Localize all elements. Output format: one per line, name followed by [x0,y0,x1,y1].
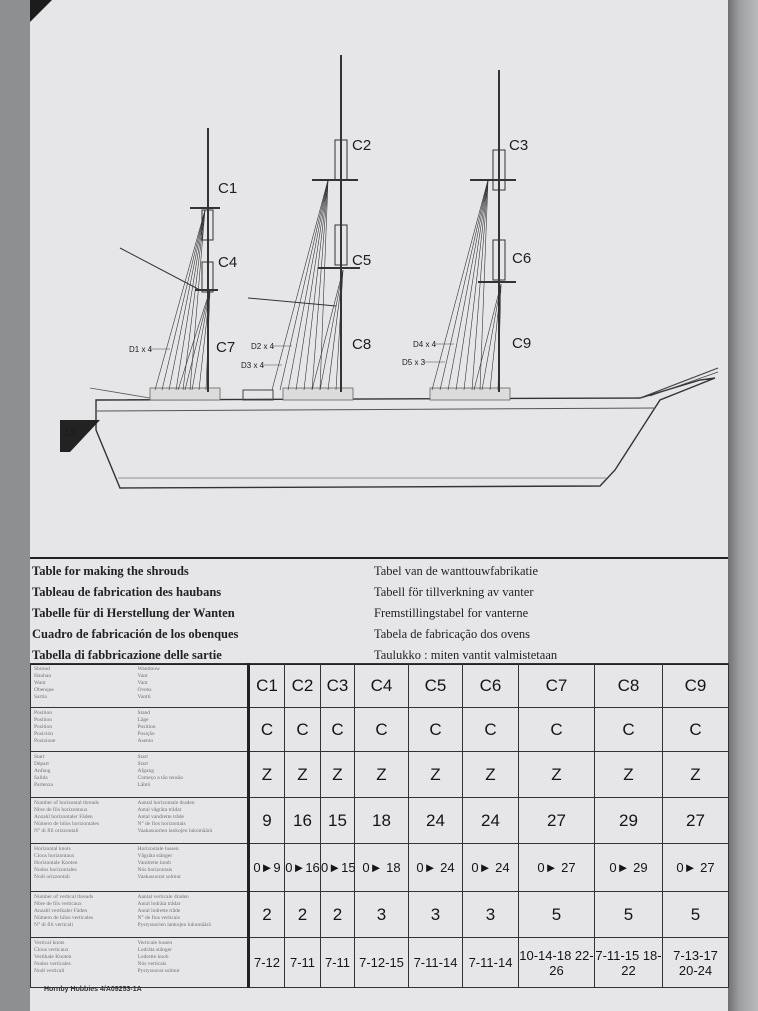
table-cell: C [463,708,519,752]
table-cell: 2 [285,892,321,938]
row-label-left [31,708,135,752]
part-label-c4: C4 [218,254,238,271]
label-line: Posición [34,731,53,737]
table-cell: 29 [595,798,663,844]
label-line: Antal vågräta trådar [137,807,182,813]
table-cell: 2 [321,892,355,938]
table-cell: Z [409,752,463,798]
dimension-label-d2: D2 x 4 [251,342,275,351]
part-label-c3: C3 [509,137,529,154]
label-line: Antal lodräta trådar [137,901,181,907]
table-cell: 3 [409,892,463,938]
label-line: Clous horizontaux [34,853,75,859]
label-line: Number of horizontal threads [34,800,99,806]
table-cell: Z [321,752,355,798]
table-cell: C [519,708,595,752]
table-cell: 7-13-17 20-24 [663,938,729,988]
part-label-c8: C8 [352,336,372,353]
table-cell: Z [463,752,519,798]
table-cell: 0► 27 [663,844,729,892]
table-cell: 2 [249,892,285,938]
row-label-right [135,938,249,988]
label-line: Posizione [34,738,56,744]
title-da: Fremstillingstabel for vanterne [374,606,529,620]
table-cell: 7-11 [285,938,321,988]
shroud-label-right: Wanttouw Vant Vant Ovens Vantti [135,664,249,708]
label-line: Horizontale lussen [137,846,179,852]
table-cell: 27 [519,798,595,844]
part-label-c6: C6 [512,250,532,267]
label-line: Nós horizontais [137,867,173,873]
title-es: Cuadro de fabricación de los obenques [32,627,239,641]
table-cell: Z [285,752,321,798]
label-line: Lähtö [137,782,151,788]
label-line: Position [34,710,53,716]
table-cell: Z [355,752,409,798]
label-line: Antal vandrette tråde [137,814,184,820]
table-cell: 24 [409,798,463,844]
part-label-c2: C2 [352,137,372,154]
part-label-c5: C5 [352,252,372,269]
label-line: Départ [34,761,49,767]
table-cell: C [595,708,663,752]
table-cell: C [663,708,729,752]
table-cell: C [249,708,285,752]
label-line: Asento [137,738,154,744]
table-cell: Z [249,752,285,798]
label-line: Vaakasuorat solmut [137,874,181,880]
dimension-label-d3: D3 x 4 [241,361,265,370]
label-line: Verticale lussen [137,940,173,946]
table-cell: 7-12 [249,938,285,988]
table-cell: 7-11 [321,938,355,988]
table-titles [30,557,728,665]
label-line: Antal lodrette tråde [137,908,181,914]
title-en: Table for making the shrouds [32,564,189,578]
footer-code: Hornby Hobbies 4/A09253-1A [44,986,142,993]
table-row-start [31,752,729,798]
label-line: Vertical knots [34,940,65,946]
table-cell: 5 [595,892,663,938]
table-cell: C [285,708,321,752]
part-label-c9: C9 [512,335,532,352]
table-cell: 0► 27 [519,844,595,892]
row-label-left [31,752,135,798]
dimension-label-d1: D1 x 4 [129,345,153,354]
label-line: Lodrette knob [137,954,169,960]
column-header: C1 [249,664,285,708]
table-cell: 18 [355,798,409,844]
label-line: Nodi verticali [34,968,65,974]
table-cell: C [355,708,409,752]
label-line: Afgang [137,768,154,774]
label-line: Nbre de fils verticaux [34,901,82,907]
part-label-c1: C1 [218,180,238,197]
label-line: Nós verticais [137,961,167,967]
column-header: C8 [595,664,663,708]
label-line: Aantal horizontale draden [137,800,195,806]
table-cell: 24 [463,798,519,844]
label-line: Número de hilos horizontales [34,821,99,827]
label-line: Nudos horizontales [34,867,77,873]
row-label-left [31,844,135,892]
dimension-label-d5: D5 x 3 [402,358,426,367]
row-label-left [31,892,135,938]
column-header: C4 [355,664,409,708]
row-label-left [31,798,135,844]
label-line: Aantal verticale draden [137,894,189,900]
label-line: Pystysuorien lankojen lukumäärä [137,922,211,928]
title-nl: Tabel van de wanttouwfabrikatie [374,564,538,578]
label-line: Vertikale Knoten [34,954,72,960]
table-row-vertical-threads [31,892,729,938]
label-line: Nudos verticales [34,961,71,967]
label-line: Vågräta stänger [137,853,173,859]
label-line: Posição [137,731,155,737]
step-number: 15 [64,427,77,439]
shroud-table [30,663,729,988]
column-header: C2 [285,664,321,708]
row-label-right [135,752,249,798]
label-line: N° de fios horizontais [137,821,186,827]
table-cell: 5 [663,892,729,938]
label-line: Número de hilos verticales [34,915,94,921]
table-cell: 16 [285,798,321,844]
title-sv: Tabell för tillverkning av vanter [374,585,534,599]
label-line: Pystysuorat solmut [137,968,180,974]
label-line: Start [137,761,148,767]
titles-left [32,561,238,666]
label-line: Position [34,717,53,723]
label-line: Clous verticaux [34,947,69,953]
table-cell: 10-14-18 22-26 [519,938,595,988]
label-line: Horizontal knots [34,846,71,852]
table-cell: 3 [355,892,409,938]
label-line: Nodi orizzontali [34,874,70,880]
table-cell: C [321,708,355,752]
table-cell: 0► 24 [409,844,463,892]
label-line: N° di fili verticali [34,922,74,928]
column-header: C9 [663,664,729,708]
table-cell: 3 [463,892,519,938]
table-cell: 7-11-14 [409,938,463,988]
label-line: N° de fios verticais [137,915,180,921]
table-cell: 7-11-15 18-22 [595,938,663,988]
table-cell: 15 [321,798,355,844]
title-de: Tabelle für di Herstellung der Wanten [32,606,235,620]
shroud-label-left: Shroud Hauban Want Obenque Sartia [31,664,135,708]
table-cell: Z [663,752,729,798]
row-label-right [135,798,249,844]
label-line: Position [137,724,156,730]
label-line: Começo a tão tensão [137,775,184,781]
table-cell: Z [519,752,595,798]
table-row-horizontal-knots [31,844,729,892]
table-cell: C [409,708,463,752]
title-pt: Tabela de fabricação dos ovens [374,627,530,641]
label-line: Number of vertical threads [34,894,94,900]
table-row-vertical-knots [31,938,729,988]
table-cell: 0► 24 [463,844,519,892]
label-line: Vaakasuorien lankojen lukumäärä [137,828,213,834]
table-cell: Z [595,752,663,798]
table-cell: 0► 18 [355,844,409,892]
part-label-c7: C7 [216,339,236,356]
row-label-right [135,892,249,938]
label-line: N° di fili orizzontali [34,828,79,834]
table-row-position [31,708,729,752]
label-line: Anfang [34,768,51,774]
label-line: Partenza [34,782,53,788]
table-cell: 7-11-14 [463,938,519,988]
label-line: Lodräta stänger [137,947,172,953]
row-label-right [135,708,249,752]
column-header: C3 [321,664,355,708]
column-header: C7 [519,664,595,708]
label-line: Läge [137,717,149,723]
label-line: Stand [137,710,151,716]
label-line: Anzahl vertikaler Fäden [34,908,88,914]
column-header: C5 [409,664,463,708]
table-cell: 9 [249,798,285,844]
table-cell: 0►16 [285,844,321,892]
label-line: Start [34,754,45,760]
table-cell: 27 [663,798,729,844]
table-cell: 7-12-15 [355,938,409,988]
row-label-right [135,844,249,892]
table-row-horizontal-threads [31,798,729,844]
label-line: Vandrette knob [137,860,171,866]
table-cell: 0► 29 [595,844,663,892]
table-cell: 5 [519,892,595,938]
table-cell: 0►15 [321,844,355,892]
title-fi: Taulukko : miten vantit valmistetaan [374,648,558,662]
titles-right [374,561,557,666]
label-line: Horizontale Knoten [34,860,78,866]
label-line: Salida [34,775,48,781]
title-fr: Tableau de fabrication des haubans [32,585,222,599]
label-line: Anzahl horizontaler Fäden [34,814,93,820]
table-cell: 0►9 [249,844,285,892]
label-line: Position [34,724,53,730]
column-header: C6 [463,664,519,708]
title-it: Tabella di fabbricazione delle sartie [32,648,222,662]
row-label-left [31,938,135,988]
label-line: Nbre de fils horizontaux [34,807,88,813]
dimension-label-d4: D4 x 4 [413,340,437,349]
table-header-row [31,664,729,708]
label-line: Start [137,754,148,760]
